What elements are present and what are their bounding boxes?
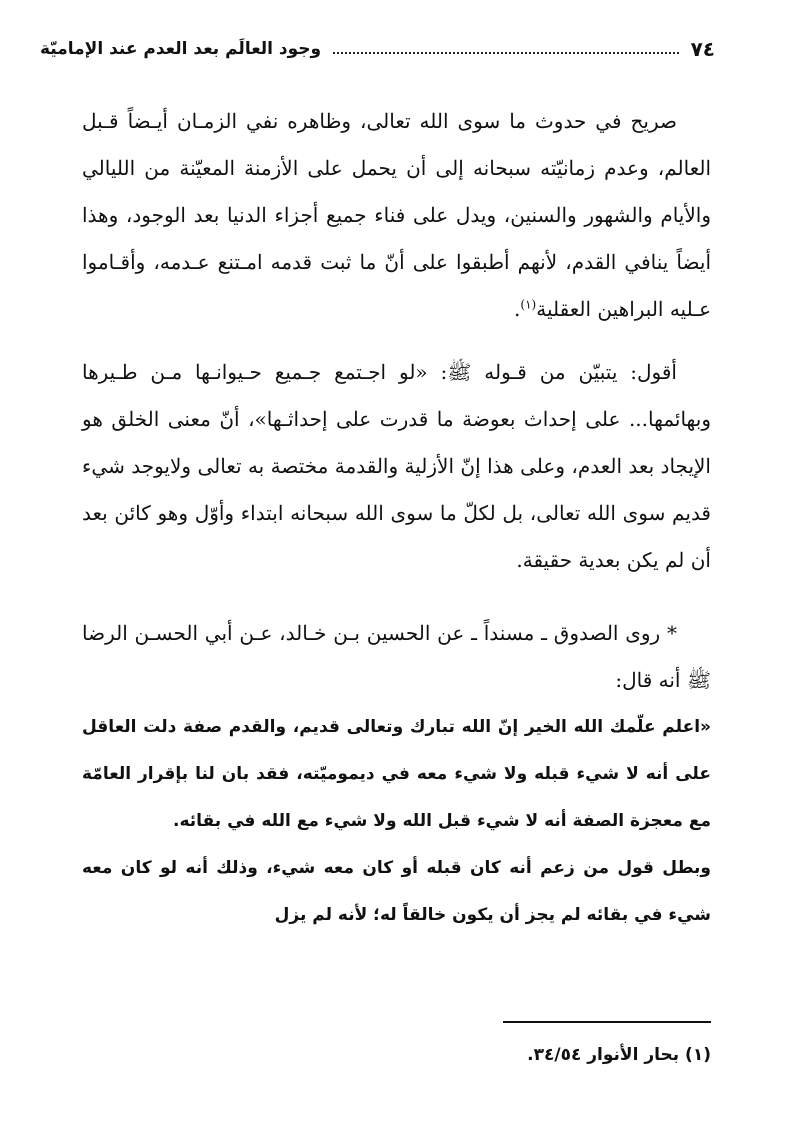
footnote: (١) بحار الأنوار ٣٤/٥٤.: [527, 1045, 711, 1065]
hadith-quote-1: «اعلم علّمك الله الخير إنّ الله تبارك وتعالى قديم، والقدم صفة دلت العاقل على أنه لا شيء قبله ولا شيء معه في ديموميّته، فقد بان لنا بإقرار العامّة مع معجزة الصفة أنه لا شيء قبل الله ولا شيء مع الله في بقائه.: [82, 717, 711, 831]
footnote-separator: [503, 1021, 711, 1023]
page-number: ٧٤: [690, 37, 715, 61]
hadith-quote-2: وبطل قول من زعم أنه كان قبله أو كان معه شيء، وذلك أنه لو كان معه شيء في بقائه لم يجز أن يكون خالقاً له؛ لأنه لم يزل: [82, 858, 711, 925]
paragraph-2: أقول: يتبيّن من قـوله ﷺ: «لو اجـتمع جـميع حـيوانـها مـن طـيرها وبهائمها... على إحداث بعوضة ما قدرت على إحداثـها»، أنّ معنى الخلق هو الإيجاد بعد العدم، وعلى هذا إنّ الأزلية والقدمة مختصة به تعالى ولايوجد شيء قديم سوى الله تعالى، بل لكلّ ما سوى الله سبحانه ابتداء وأوّل وهو كائن بعد أن لم يكن بعدية حقيقة.: [82, 360, 711, 572]
paragraph-3: * روى الصدوق ـ مسنداً ـ عن الحسين بـن خـالد، عـن أبي الحسـن الرضا ﷺ أنه قال:: [82, 621, 711, 692]
body-text: [82, 98, 711, 939]
footnote-reference[interactable]: (١): [520, 297, 537, 312]
header-dot-leader: [333, 44, 678, 54]
paragraph-1-end: .: [514, 297, 521, 321]
running-title: وجود العالَم بعد العدم عند الإماميّة: [40, 39, 322, 59]
paragraph-1-text: صريح في حدوث ما سوى الله تعالى، وظاهره نفي الزمـان أيـضاً قـبل العالم، وعدم زمانيّته سبحانه إلى أن يحمل على الأزمنة المعيّنة من الليالي والأيام والشهور والسنين، ويدل على فناء جميع أجزاء الدنيا بعد الوجود، وهذا أيضاً ينافي القدم، لأنهم أطبقوا على أنّ ما ثبت قدمه امـتنع عـدمه، وأقـاموا عـليه البراهين العقلية: [82, 109, 711, 321]
running-header: [40, 34, 715, 64]
paragraph-1: [82, 98, 711, 333]
